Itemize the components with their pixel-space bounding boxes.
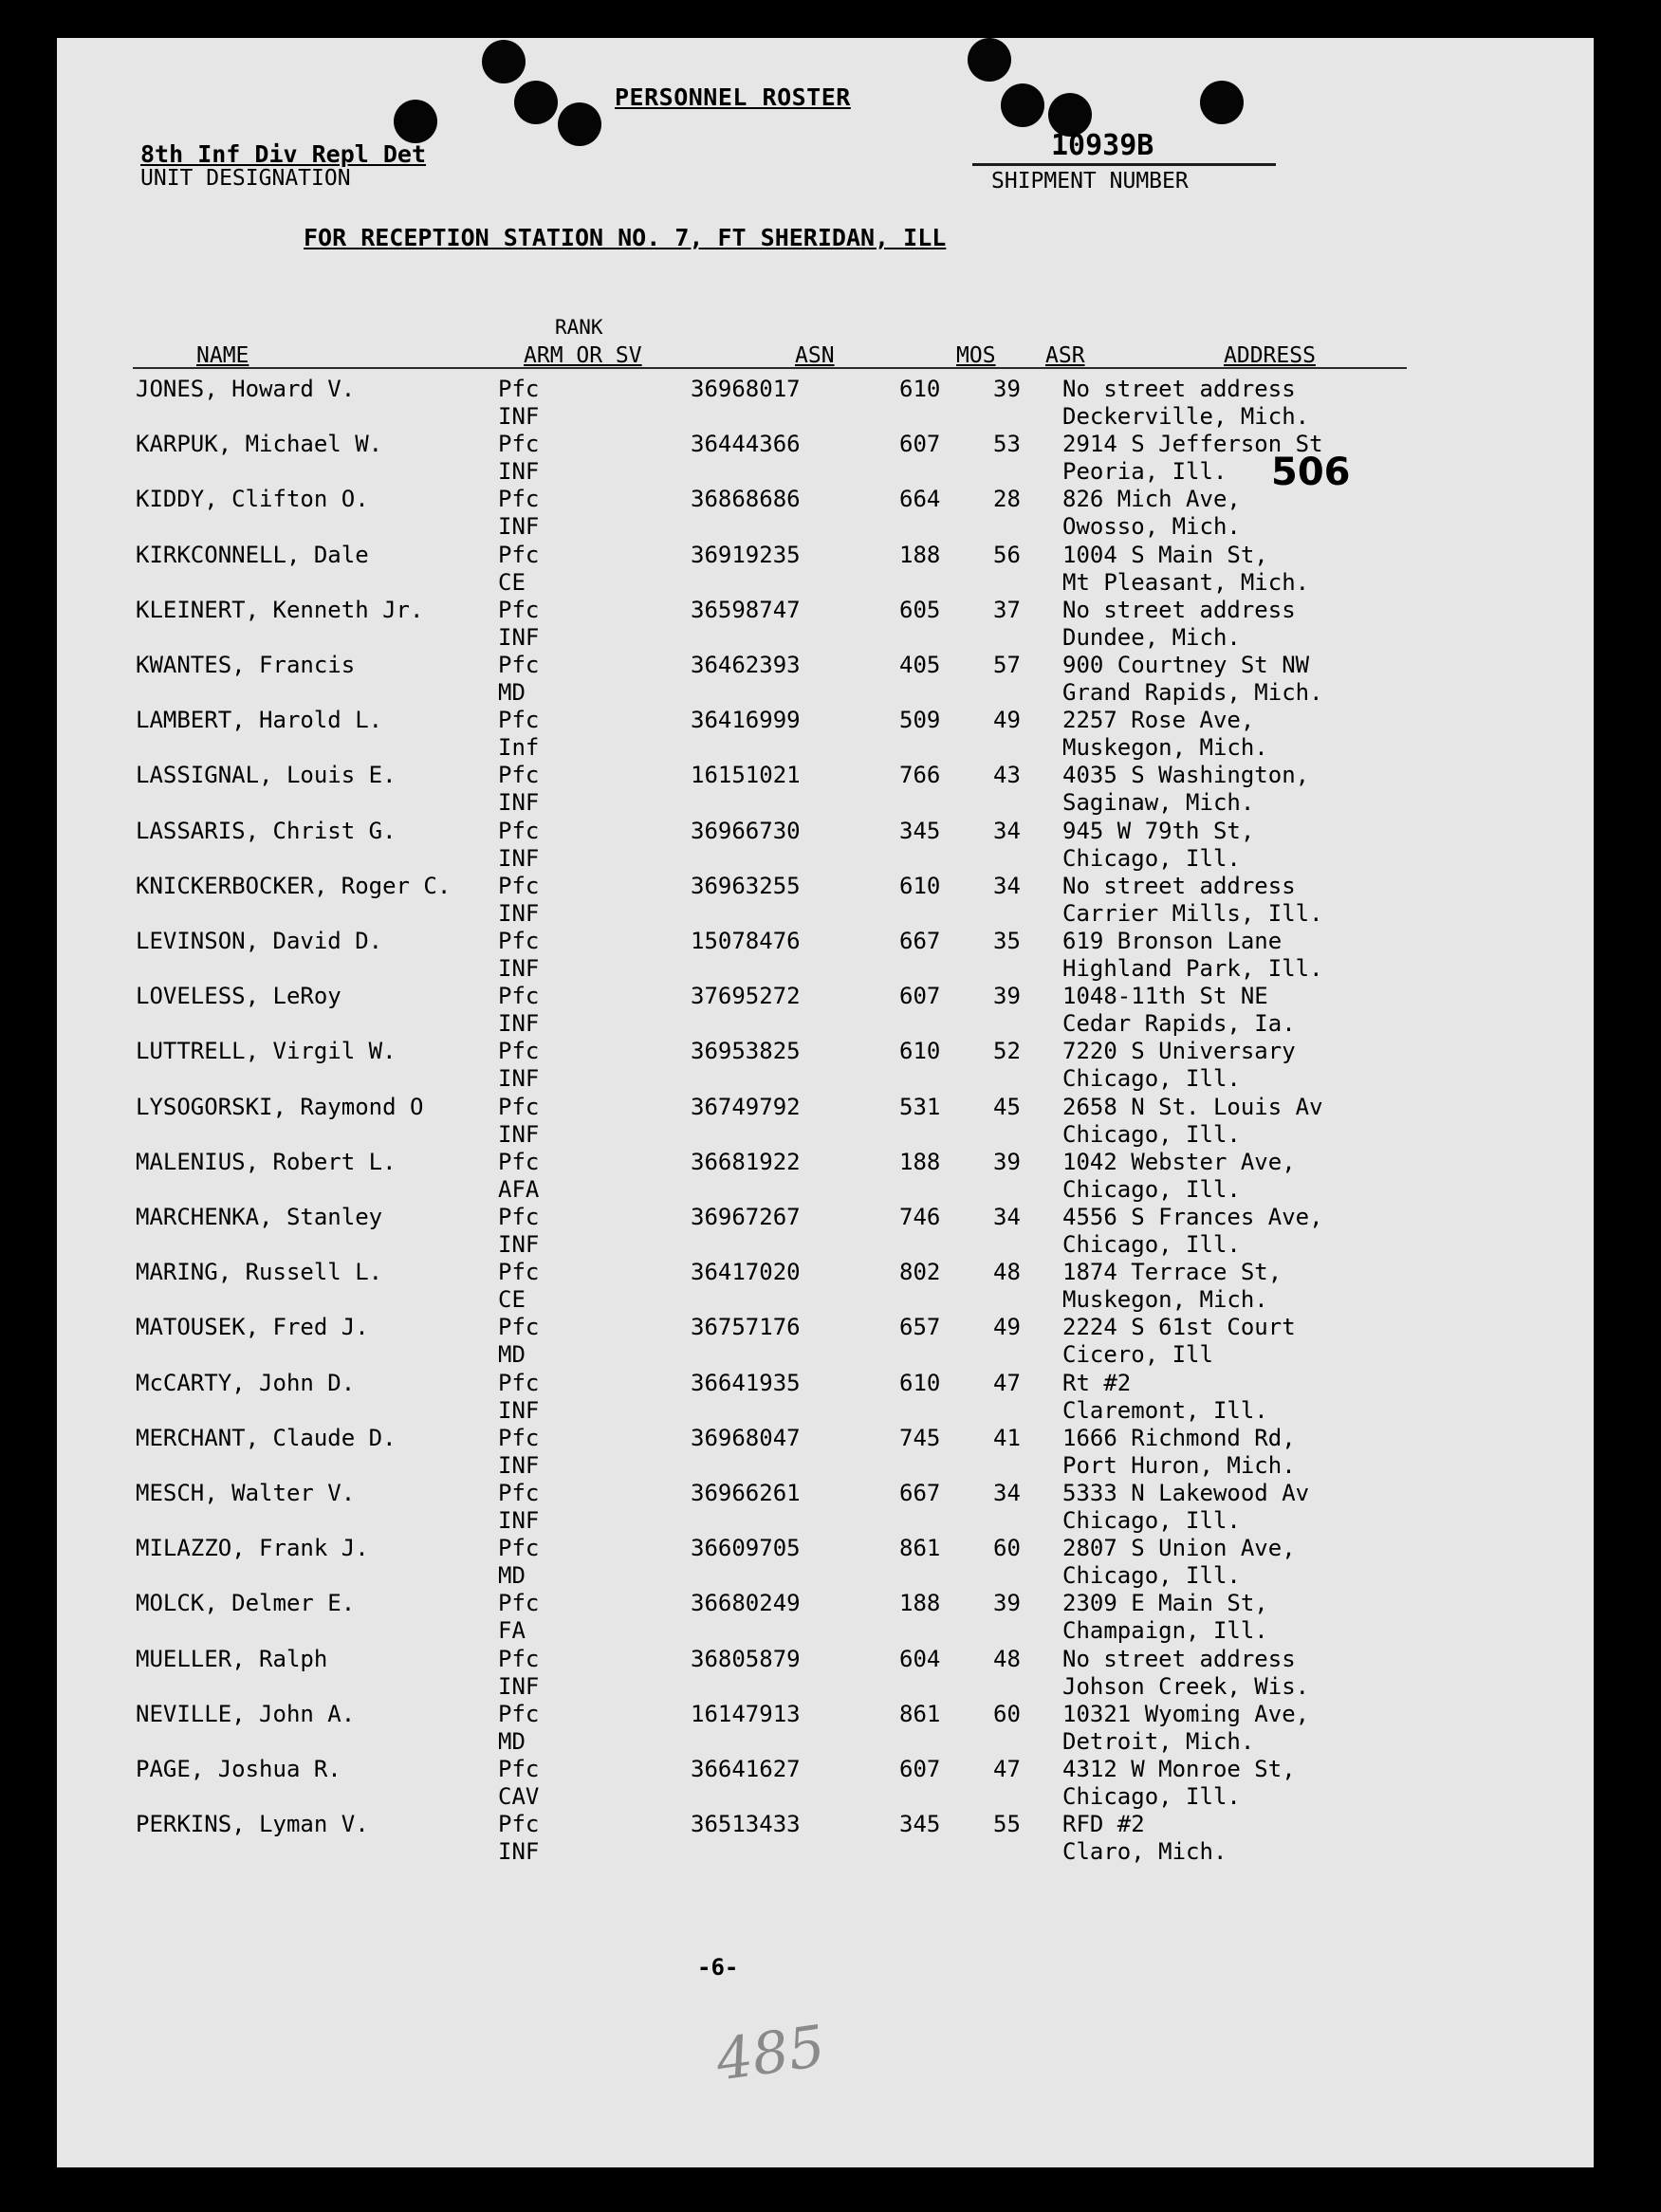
roster-address-line1: 1004 S Main St,: [1062, 541, 1268, 568]
roster-arm-or-service: INF: [498, 623, 540, 651]
roster-mos: 604: [899, 1645, 941, 1672]
roster-arm-or-service: CAV: [498, 1783, 540, 1810]
roster-address-line1: 2914 S Jefferson St: [1062, 431, 1323, 458]
punch-hole: [394, 100, 437, 143]
roster-rank: Pfc: [498, 1259, 540, 1286]
roster-arm-or-service: INF: [498, 1010, 540, 1038]
roster-address-line1: 10321 Wyoming Ave,: [1062, 1700, 1310, 1727]
roster-address-line2: Muskegon, Mich.: [1062, 1286, 1268, 1314]
roster-arm-or-service: Inf: [498, 734, 540, 762]
roster-arm-or-service: INF: [498, 789, 540, 817]
roster-asr: 37: [993, 596, 1021, 623]
roster-address-line1: 7220 S Universary: [1062, 1038, 1296, 1065]
roster-name: MOLCK, Delmer E.: [136, 1590, 356, 1617]
punch-hole: [558, 102, 601, 146]
roster-name: JONES, Howard V.: [136, 376, 356, 402]
roster-address-line2: Claremont, Ill.: [1062, 1396, 1268, 1424]
roster-rank: Pfc: [498, 817, 540, 844]
roster-name: LYSOGORSKI, Raymond O: [136, 1093, 424, 1120]
roster-name: MILAZZO, Frank J.: [136, 1535, 369, 1562]
roster-address-line1: RFD #2: [1062, 1811, 1145, 1838]
roster-name: LUTTRELL, Virgil W.: [136, 1038, 397, 1065]
table-row: [0, 818, 1537, 873]
stamp-number: 506: [1271, 451, 1351, 494]
roster-mos: 610: [899, 872, 941, 899]
roster-name: MERCHANT, Claude D.: [136, 1424, 397, 1451]
roster-rank: Pfc: [498, 1645, 540, 1672]
roster-asn: 36919235: [691, 541, 801, 568]
roster-address-line2: Deckerville, Mich.: [1062, 403, 1310, 430]
roster-mos: 861: [899, 1700, 941, 1727]
roster-mos: 766: [899, 762, 941, 789]
roster-mos: 610: [899, 376, 941, 402]
shipment-number-label: SHIPMENT NUMBER: [991, 169, 1189, 194]
table-row: [0, 1811, 1537, 1866]
roster-address-line2: Chicago, Ill.: [1062, 1065, 1241, 1093]
roster-name: KNICKERBOCKER, Roger C.: [136, 872, 452, 899]
table-row: [0, 873, 1537, 928]
roster-name: KARPUK, Michael W.: [136, 431, 383, 458]
roster-address-line2: Chicago, Ill.: [1062, 1562, 1241, 1590]
roster-asr: 39: [993, 1590, 1021, 1617]
roster-name: LAMBERT, Harold L.: [136, 707, 383, 734]
roster-rank: Pfc: [498, 707, 540, 734]
column-header-asr: ASR: [1045, 343, 1085, 368]
roster-name: McCARTY, John D.: [136, 1369, 356, 1396]
roster-asr: 45: [993, 1093, 1021, 1120]
roster-name: NEVILLE, John A.: [136, 1700, 356, 1727]
roster-arm-or-service: INF: [498, 955, 540, 982]
roster-address-line1: 2309 E Main St,: [1062, 1590, 1268, 1617]
roster-address-line2: Chicago, Ill.: [1062, 1231, 1241, 1258]
roster-asn: 36966730: [691, 817, 801, 844]
roster-asn: 36953825: [691, 1038, 801, 1065]
roster-mos: 345: [899, 1811, 941, 1838]
roster-address-line2: Peoria, Ill.: [1062, 458, 1227, 486]
roster-asn: 16151021: [691, 762, 801, 789]
roster-name: KIRKCONNELL, Dale: [136, 541, 369, 568]
roster-address-line1: 619 Bronson Lane: [1062, 928, 1283, 954]
table-row: [0, 1370, 1537, 1425]
roster-address-line1: No street address: [1062, 872, 1296, 899]
roster-name: LASSIGNAL, Louis E.: [136, 762, 397, 789]
roster-asn: 15078476: [691, 928, 801, 954]
roster-asr: 60: [993, 1535, 1021, 1562]
roster-name: MUELLER, Ralph: [136, 1645, 328, 1672]
roster-rank: Pfc: [498, 486, 540, 513]
roster-rank: Pfc: [498, 1038, 540, 1065]
roster-asn: 37695272: [691, 983, 801, 1010]
roster-arm-or-service: INF: [498, 844, 540, 872]
roster-rank: Pfc: [498, 376, 540, 402]
shipment-number-underline: [972, 163, 1276, 166]
roster-rank: Pfc: [498, 983, 540, 1010]
table-row: [0, 1204, 1537, 1259]
punch-hole: [1200, 81, 1244, 124]
roster-rank: Pfc: [498, 872, 540, 899]
roster-asn: 36444366: [691, 431, 801, 458]
roster-rank: Pfc: [498, 1756, 540, 1782]
roster-asn: 36417020: [691, 1259, 801, 1286]
roster-rank: Pfc: [498, 1369, 540, 1396]
roster-address-line2: Cedar Rapids, Ia.: [1062, 1010, 1296, 1038]
roster-address-line1: 4556 S Frances Ave,: [1062, 1204, 1323, 1230]
roster-arm-or-service: MD: [498, 1341, 526, 1369]
roster-name: KIDDY, Clifton O.: [136, 486, 369, 513]
roster-name: MATOUSEK, Fred J.: [136, 1314, 369, 1341]
roster-rank: Pfc: [498, 1093, 540, 1120]
roster-name: LEVINSON, David D.: [136, 928, 383, 954]
roster-arm-or-service: INF: [498, 403, 540, 430]
table-row: [0, 928, 1537, 983]
roster-address-line2: Muskegon, Mich.: [1062, 734, 1268, 762]
roster-asr: 28: [993, 486, 1021, 513]
roster-address-line1: 1874 Terrace St,: [1062, 1259, 1283, 1286]
table-row: [0, 376, 1537, 431]
roster-asr: 47: [993, 1369, 1021, 1396]
table-row: [0, 1425, 1537, 1480]
roster-address-line2: Cicero, Ill: [1062, 1341, 1213, 1369]
roster-address-line2: Chicago, Ill.: [1062, 1175, 1241, 1203]
roster-asr: 34: [993, 1480, 1021, 1506]
roster-asr: 53: [993, 431, 1021, 458]
roster-address-line2: Dundee, Mich.: [1062, 623, 1241, 651]
table-row: [0, 1094, 1537, 1149]
roster-asn: 36462393: [691, 652, 801, 678]
roster-address-line2: Carrier Mills, Ill.: [1062, 899, 1323, 927]
roster-rank: Pfc: [498, 1535, 540, 1562]
roster-mos: 531: [899, 1093, 941, 1120]
table-row: [0, 652, 1537, 707]
roster-asr: 56: [993, 541, 1021, 568]
roster-address-line2: Johson Creek, Wis.: [1062, 1672, 1310, 1700]
table-row: [0, 762, 1537, 817]
roster-asr: 39: [993, 1148, 1021, 1175]
roster-address-line1: No street address: [1062, 596, 1296, 623]
roster-asn: 36805879: [691, 1645, 801, 1672]
roster-address-line1: No street address: [1062, 376, 1296, 402]
roster-address-line1: 5333 N Lakewood Av: [1062, 1480, 1310, 1506]
unit-designation-label: UNIT DESIGNATION: [140, 166, 351, 191]
roster-mos: 861: [899, 1535, 941, 1562]
roster-address-line2: Highland Park, Ill.: [1062, 955, 1323, 982]
roster-address-line1: Rt #2: [1062, 1369, 1132, 1396]
roster-arm-or-service: AFA: [498, 1175, 540, 1203]
roster-asn: 16147913: [691, 1700, 801, 1727]
roster-asr: 34: [993, 1204, 1021, 1230]
document-title: PERSONNEL ROSTER: [615, 83, 851, 111]
table-row: [0, 1038, 1537, 1093]
roster-address-line2: Saginaw, Mich.: [1062, 789, 1255, 817]
roster-mos: 610: [899, 1038, 941, 1065]
roster-address-line2: Chicago, Ill.: [1062, 844, 1241, 872]
roster-name: MALENIUS, Robert L.: [136, 1148, 397, 1175]
roster-asn: 36681922: [691, 1148, 801, 1175]
roster-rank: Pfc: [498, 1204, 540, 1230]
roster-name: KWANTES, Francis: [136, 652, 356, 678]
roster-arm-or-service: INF: [498, 513, 540, 541]
roster-asr: 43: [993, 762, 1021, 789]
roster-asr: 41: [993, 1424, 1021, 1451]
roster-name: LOVELESS, LeRoy: [136, 983, 341, 1010]
roster-rank: Pfc: [498, 1811, 540, 1838]
roster-asn: 36757176: [691, 1314, 801, 1341]
roster-arm-or-service: INF: [498, 1672, 540, 1700]
roster-address-line1: 2658 N St. Louis Av: [1062, 1093, 1323, 1120]
roster-arm-or-service: FA: [498, 1617, 526, 1645]
table-row: [0, 1535, 1537, 1590]
roster-address-line1: 2807 S Union Ave,: [1062, 1535, 1296, 1562]
roster-address-line1: 4312 W Monroe St,: [1062, 1756, 1296, 1782]
roster-arm-or-service: INF: [498, 1231, 540, 1258]
column-header-mos: MOS: [956, 343, 996, 368]
table-row: [0, 1590, 1537, 1645]
column-header-arm: ARM OR SV: [524, 343, 642, 368]
roster-arm-or-service: INF: [498, 1396, 540, 1424]
roster-asr: 55: [993, 1811, 1021, 1838]
roster-rank: Pfc: [498, 762, 540, 789]
roster-asn: 36966261: [691, 1480, 801, 1506]
roster-asr: 35: [993, 928, 1021, 954]
roster-rank: Pfc: [498, 431, 540, 458]
column-header-asn: ASN: [795, 343, 835, 368]
roster-rank: Pfc: [498, 1700, 540, 1727]
roster-mos: 509: [899, 707, 941, 734]
unit-designation-value: 8th Inf Div Repl Det: [140, 140, 427, 168]
table-row: [0, 486, 1537, 541]
roster-address-line2: Grand Rapids, Mich.: [1062, 679, 1323, 706]
roster-asr: 57: [993, 652, 1021, 678]
column-header-address: ADDRESS: [1224, 343, 1316, 368]
roster-address-line2: Champaign, Ill.: [1062, 1617, 1268, 1645]
roster-asn: 36749792: [691, 1093, 801, 1120]
roster-asn: 36641935: [691, 1369, 801, 1396]
table-row: [0, 1314, 1537, 1369]
roster-rank: Pfc: [498, 1480, 540, 1506]
table-row: [0, 1756, 1537, 1811]
roster-arm-or-service: INF: [498, 1065, 540, 1093]
roster-asn: 36963255: [691, 872, 801, 899]
roster-mos: 745: [899, 1424, 941, 1451]
roster-mos: 188: [899, 541, 941, 568]
roster-arm-or-service: INF: [498, 1451, 540, 1479]
roster-arm-or-service: INF: [498, 458, 540, 486]
roster-asr: 52: [993, 1038, 1021, 1065]
table-row: [0, 707, 1537, 762]
roster-asr: 49: [993, 1314, 1021, 1341]
roster-mos: 667: [899, 1480, 941, 1506]
roster-address-line1: 1666 Richmond Rd,: [1062, 1424, 1296, 1451]
roster-rank: Pfc: [498, 1314, 540, 1341]
roster-asr: 48: [993, 1259, 1021, 1286]
roster-arm-or-service: INF: [498, 1838, 540, 1866]
roster-asn: 36416999: [691, 707, 801, 734]
table-row: [0, 1646, 1537, 1701]
roster-arm-or-service: INF: [498, 1120, 540, 1148]
roster-asn: 36609705: [691, 1535, 801, 1562]
roster-asn: 36968047: [691, 1424, 801, 1451]
roster-rank: Pfc: [498, 596, 540, 623]
roster-address-line1: 945 W 79th St,: [1062, 817, 1255, 844]
roster-arm-or-service: CE: [498, 568, 526, 596]
roster-asn: 36968017: [691, 376, 801, 402]
roster-address-line2: Owosso, Mich.: [1062, 513, 1241, 541]
roster-address-line2: Mt Pleasant, Mich.: [1062, 568, 1310, 596]
roster-rank: Pfc: [498, 652, 540, 678]
roster-mos: 188: [899, 1590, 941, 1617]
column-header-name: NAME: [196, 343, 249, 368]
roster-mos: 607: [899, 1756, 941, 1782]
roster-rank: Pfc: [498, 928, 540, 954]
roster-asn: 36868686: [691, 486, 801, 513]
roster-arm-or-service: MD: [498, 1727, 526, 1755]
punch-hole: [514, 81, 558, 124]
roster-mos: 667: [899, 928, 941, 954]
roster-asr: 47: [993, 1756, 1021, 1782]
roster-name: MESCH, Walter V.: [136, 1480, 356, 1506]
roster-arm-or-service: INF: [498, 899, 540, 927]
header-rule: [133, 367, 1407, 369]
roster-asn: 36513433: [691, 1811, 801, 1838]
punch-hole: [968, 38, 1011, 82]
roster-address-line1: 1042 Webster Ave,: [1062, 1148, 1296, 1175]
shipment-number-value: 10939B: [1051, 129, 1154, 162]
roster-asr: 48: [993, 1645, 1021, 1672]
roster-asn: 36598747: [691, 596, 801, 623]
roster-asr: 34: [993, 817, 1021, 844]
roster-name: KLEINERT, Kenneth Jr.: [136, 596, 424, 623]
roster-asr: 39: [993, 376, 1021, 402]
table-row: [0, 1480, 1537, 1535]
roster-arm-or-service: MD: [498, 679, 526, 706]
roster-address-line1: 826 Mich Ave,: [1062, 486, 1241, 513]
table-row: [0, 1149, 1537, 1204]
roster-mos: 345: [899, 817, 941, 844]
roster-rank: Pfc: [498, 541, 540, 568]
roster-mos: 657: [899, 1314, 941, 1341]
roster-address-line2: Chicago, Ill.: [1062, 1507, 1241, 1534]
roster-mos: 188: [899, 1148, 941, 1175]
roster-address-line2: Port Huron, Mich.: [1062, 1451, 1296, 1479]
table-row: [0, 597, 1537, 652]
roster-name: PAGE, Joshua R.: [136, 1756, 341, 1782]
roster-asn: 36967267: [691, 1204, 801, 1230]
page-number: -6-: [697, 1954, 739, 1981]
roster-address-line1: 2224 S 61st Court: [1062, 1314, 1296, 1341]
roster-asr: 49: [993, 707, 1021, 734]
table-row: [0, 542, 1537, 597]
roster-address-line2: Chicago, Ill.: [1062, 1783, 1241, 1810]
roster-mos: 607: [899, 431, 941, 458]
roster-arm-or-service: INF: [498, 1507, 540, 1534]
roster-mos: 610: [899, 1369, 941, 1396]
roster-asr: 39: [993, 983, 1021, 1010]
roster-address-line2: Detroit, Mich.: [1062, 1727, 1255, 1755]
roster-asr: 60: [993, 1700, 1021, 1727]
roster-mos: 664: [899, 486, 941, 513]
roster-mos: 605: [899, 596, 941, 623]
table-row: [0, 1259, 1537, 1314]
table-row: [0, 983, 1537, 1038]
roster-rank: Pfc: [498, 1590, 540, 1617]
punch-hole: [1001, 83, 1044, 127]
roster-asn: 36680249: [691, 1590, 801, 1617]
roster-address-line1: No street address: [1062, 1645, 1296, 1672]
roster-address-line1: 4035 S Washington,: [1062, 762, 1310, 789]
roster-mos: 802: [899, 1259, 941, 1286]
column-header-rank: RANK: [555, 316, 603, 339]
roster-name: MARING, Russell L.: [136, 1259, 383, 1286]
roster-address-line2: Chicago, Ill.: [1062, 1120, 1241, 1148]
roster-arm-or-service: CE: [498, 1286, 526, 1314]
handwritten-number: 485: [711, 2013, 829, 2094]
roster-mos: 405: [899, 652, 941, 678]
table-row: [0, 1701, 1537, 1756]
roster-asr: 34: [993, 872, 1021, 899]
roster-name: MARCHENKA, Stanley: [136, 1204, 383, 1230]
roster-mos: 607: [899, 983, 941, 1010]
roster-address-line1: 2257 Rose Ave,: [1062, 707, 1255, 734]
roster-rank: Pfc: [498, 1424, 540, 1451]
punch-hole: [482, 40, 526, 83]
roster-arm-or-service: MD: [498, 1562, 526, 1590]
roster-rank: Pfc: [498, 1148, 540, 1175]
reception-station-subtitle: FOR RECEPTION STATION NO. 7, FT SHERIDAN, ILL: [304, 224, 947, 251]
roster-asn: 36641627: [691, 1756, 801, 1782]
roster-address-line1: 900 Courtney St NW: [1062, 652, 1310, 678]
roster-name: LASSARIS, Christ G.: [136, 817, 397, 844]
roster-address-line2: Claro, Mich.: [1062, 1838, 1227, 1866]
roster-mos: 746: [899, 1204, 941, 1230]
roster-address-line1: 1048-11th St NE: [1062, 983, 1268, 1010]
roster-name: PERKINS, Lyman V.: [136, 1811, 369, 1838]
